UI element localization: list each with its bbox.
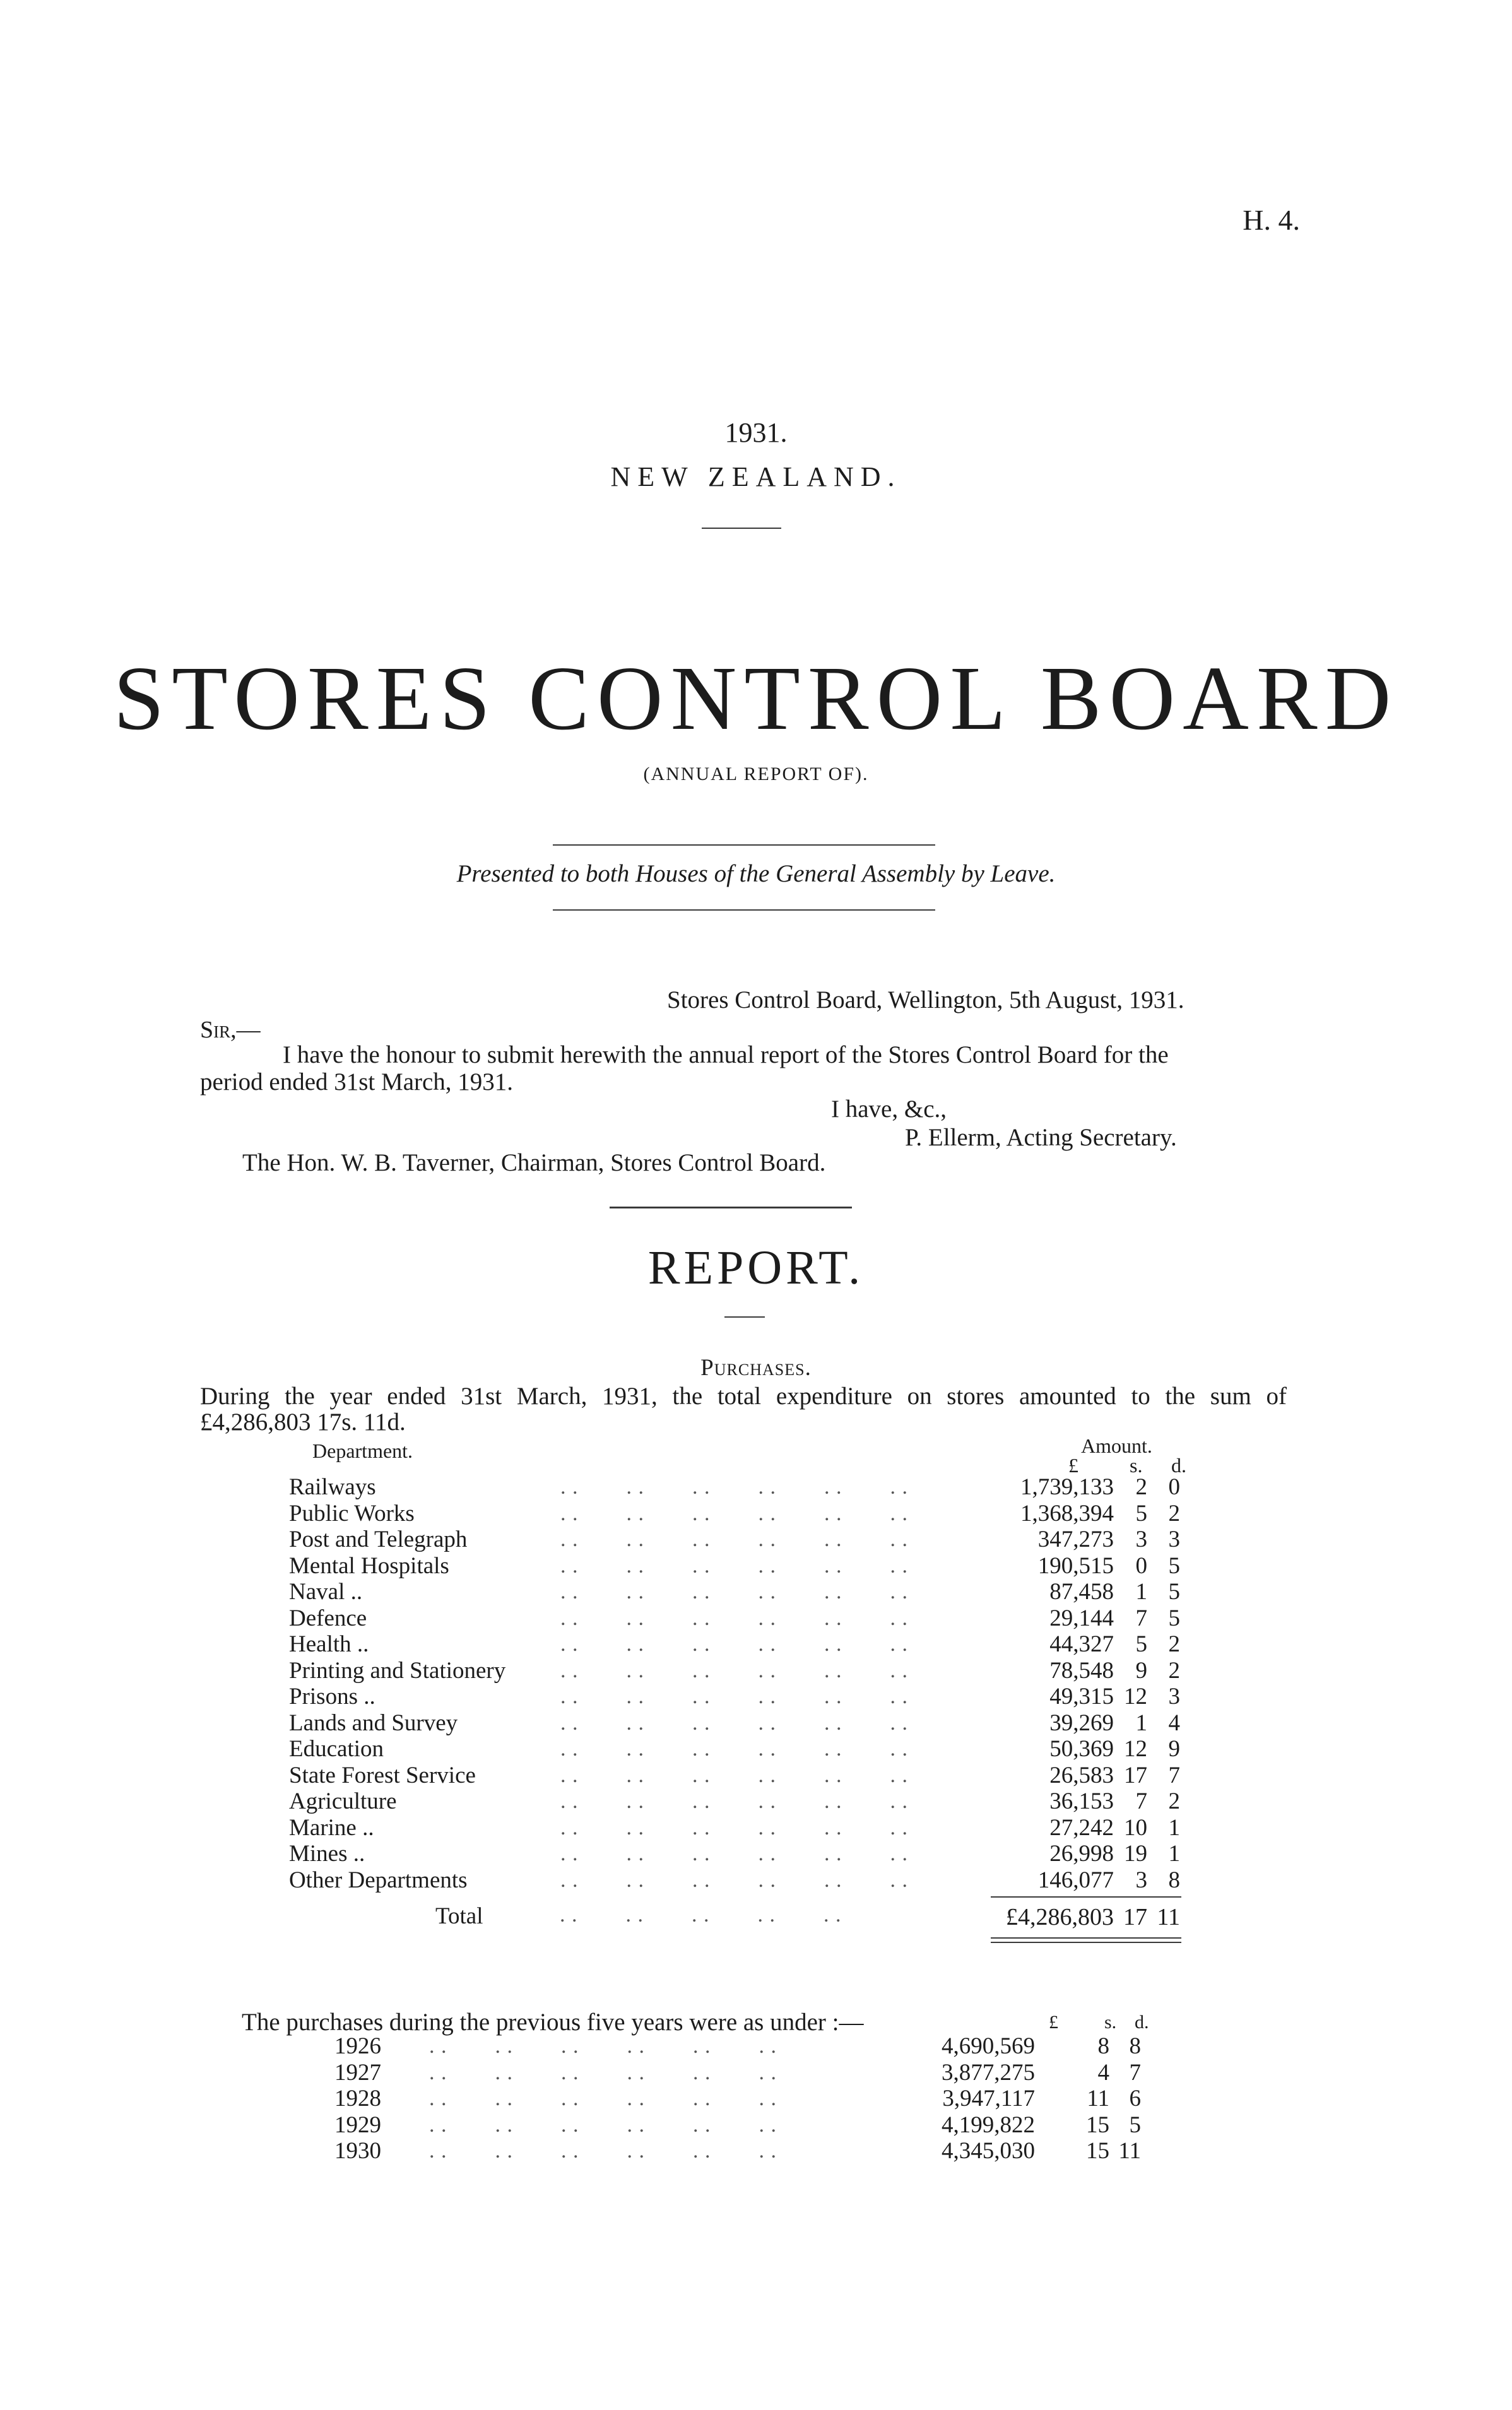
amount-pence: 2: [1168, 1788, 1180, 1814]
department-name: Lands and Survey: [289, 1710, 458, 1736]
previous-year: 1930: [334, 2138, 381, 2164]
amount-pence: 9: [1168, 1736, 1180, 1762]
previous-pounds: 4,690,569: [942, 2033, 1035, 2059]
department-row: [289, 1658, 1181, 1684]
amount-shillings: 2: [1135, 1474, 1147, 1500]
col-header-pounds: £: [1068, 1454, 1078, 1477]
department-name: Defence: [289, 1605, 367, 1631]
department-row: [289, 1710, 1181, 1737]
leader-dots: . . . . . . . . . . . .: [429, 2139, 777, 2163]
amount-shillings: 10: [1124, 1815, 1147, 1841]
previous-pence: 6: [1129, 2086, 1141, 2112]
report-heading: REPORT.: [647, 1241, 865, 1294]
leader-dots: . . . . . . . . . . . .: [560, 1580, 908, 1604]
amount-pounds: 78,548: [1049, 1658, 1114, 1684]
department-row: [289, 1841, 1181, 1867]
amount-pence: 2: [1168, 1658, 1180, 1684]
amount-pounds: 347,273: [1037, 1527, 1114, 1552]
leader-dots: . . . . . . . . . . . .: [560, 1816, 908, 1840]
leader-dots: . . . . . . . . . . . .: [560, 1790, 908, 1813]
department-name: Prisons ..: [289, 1684, 375, 1710]
department-row: [289, 1553, 1181, 1580]
total-shillings: 17: [1123, 1904, 1147, 1930]
department-row: [289, 1631, 1181, 1658]
total-rule-top: [991, 1896, 1181, 1898]
purchases-intro-line1: During the year ended 31st March, 1931, the total expenditure on stores amounted to the sum of: [200, 1383, 1287, 1410]
previous-shillings: 15: [1086, 2112, 1109, 2138]
department-row: [289, 1684, 1181, 1710]
letter-signatory: P. Ellerm, Acting Secretary.: [905, 1124, 1177, 1151]
department-name: Railways: [289, 1474, 376, 1500]
amount-pounds: 49,315: [1049, 1684, 1114, 1710]
previous-year-row: [334, 2033, 1155, 2060]
previous-pounds: 4,345,030: [942, 2138, 1035, 2164]
letter-salutation: Sir,—: [200, 1017, 261, 1043]
purchases-heading: Purchases.: [700, 1355, 812, 1381]
department-name: Health ..: [289, 1631, 369, 1657]
amount-pounds: 190,515: [1037, 1553, 1114, 1579]
previous-pounds: 4,199,822: [942, 2112, 1035, 2138]
leader-dots: . . . . . . . . . . . .: [560, 1764, 908, 1787]
total-pence: 11: [1157, 1904, 1180, 1930]
letter-addressee: The Hon. W. B. Taverner, Chairman, Stores Control Board.: [242, 1149, 826, 1176]
amount-pounds: 50,369: [1049, 1736, 1114, 1762]
leader-dots: . . . . . . . . . . . .: [429, 2061, 777, 2084]
department-name: Mines ..: [289, 1841, 365, 1867]
leader-dots: . . . . . . . . . . . .: [560, 1502, 908, 1525]
previous-pence: 8: [1129, 2033, 1141, 2059]
prev-col-pounds: £: [1049, 2012, 1058, 2033]
amount-shillings: 9: [1135, 1658, 1147, 1684]
department-row: [289, 1605, 1181, 1632]
previous-shillings: 15: [1086, 2138, 1109, 2164]
previous-pounds: 3,877,275: [942, 2060, 1035, 2086]
amount-pence: 1: [1168, 1841, 1180, 1867]
department-row: [289, 1867, 1181, 1894]
amount-pounds: 44,327: [1049, 1631, 1114, 1657]
amount-pence: 2: [1168, 1631, 1180, 1657]
letter-divider: [610, 1207, 852, 1208]
department-row: [289, 1501, 1181, 1527]
department-name: Agriculture: [289, 1788, 397, 1814]
amount-pounds: 1,739,133: [1020, 1474, 1114, 1500]
leader-dots: . . . . . . . . . . . .: [560, 1685, 908, 1708]
amount-shillings: 1: [1135, 1579, 1147, 1605]
previous-year-row: [334, 2138, 1155, 2165]
letter-body-line2: period ended 31st March, 1931.: [200, 1068, 514, 1096]
previous-pence: 5: [1129, 2112, 1141, 2138]
document-title: STORES CONTROL BOARD: [113, 648, 1399, 749]
department-row: [289, 1763, 1181, 1789]
letter-address-line: Stores Control Board, Wellington, 5th August, 1931.: [667, 986, 1184, 1013]
purchases-intro-line2: £4,286,803 17s. 11d.: [200, 1409, 406, 1436]
presented-rule-bottom: [553, 909, 935, 911]
amount-pence: 3: [1168, 1527, 1180, 1552]
amount-pence: 5: [1168, 1579, 1180, 1605]
header-divider: [702, 528, 781, 529]
department-name: Education: [289, 1736, 384, 1762]
leader-dots: . . . . . . . . . . . .: [560, 1737, 908, 1761]
previous-pence: 7: [1129, 2060, 1141, 2086]
amount-pounds: 29,144: [1049, 1605, 1114, 1631]
leader-dots: . . . . . . . . . . . .: [560, 1869, 908, 1892]
previous-year: 1927: [334, 2060, 381, 2086]
total-pounds: £4,286,803: [1006, 1904, 1114, 1930]
amount-pounds: 87,458: [1049, 1579, 1114, 1605]
leader-dots: . . . . . . . . . . . .: [560, 1842, 908, 1865]
previous-pounds: 3,947,117: [942, 2086, 1035, 2112]
amount-pence: 5: [1168, 1605, 1180, 1631]
previous-year: 1929: [334, 2112, 381, 2138]
report-year: 1931.: [724, 417, 788, 448]
leader-dots: . . . . . . . . . . . .: [429, 2035, 777, 2058]
leader-dots: . . . . . . . . . . . .: [560, 1554, 908, 1578]
country-heading: NEW ZEALAND.: [610, 461, 902, 492]
col-header-amount: Amount.: [1081, 1434, 1152, 1457]
leader-dots: . . . . . . . . . . . .: [429, 2087, 777, 2110]
department-name: Public Works: [289, 1501, 415, 1527]
amount-pence: 1: [1168, 1815, 1180, 1841]
amount-shillings: 19: [1124, 1841, 1147, 1867]
amount-pence: 5: [1168, 1553, 1180, 1579]
amount-shillings: 5: [1135, 1631, 1147, 1657]
letter-closing: I have, &c.,: [831, 1096, 947, 1123]
amount-shillings: 12: [1124, 1736, 1147, 1762]
leader-dots: . . . . . . . . . . . .: [560, 1475, 908, 1499]
department-row: [289, 1788, 1181, 1815]
previous-shillings: 8: [1097, 2033, 1109, 2059]
amount-pence: 7: [1168, 1763, 1180, 1788]
leader-dots: . . . . . . . . . . . .: [560, 1633, 908, 1656]
amount-shillings: 3: [1135, 1527, 1147, 1552]
amount-shillings: 3: [1135, 1867, 1147, 1893]
amount-pounds: 39,269: [1049, 1710, 1114, 1736]
total-label: Total: [435, 1903, 483, 1929]
col-header-department: Department.: [312, 1439, 413, 1462]
amount-shillings: 17: [1124, 1763, 1147, 1788]
previous-year-row: [334, 2086, 1155, 2112]
col-header-pence: d.: [1171, 1454, 1186, 1477]
amount-pounds: 36,153: [1049, 1788, 1114, 1814]
leader-dots: . . . . . . . . . . . .: [560, 1528, 908, 1551]
amount-pence: 2: [1168, 1501, 1180, 1527]
amount-shillings: 7: [1135, 1788, 1147, 1814]
leader-dots: . . . . . . . . . . . .: [560, 1711, 908, 1735]
department-row: [289, 1815, 1181, 1841]
report-divider: [724, 1316, 765, 1318]
leader-dots: . . . . . . . . . . . .: [429, 2113, 777, 2137]
total-leader-dots: . . . . . . . . . .: [560, 1903, 842, 1927]
department-row: [289, 1736, 1181, 1763]
department-name: Mental Hospitals: [289, 1553, 449, 1579]
amount-pounds: 27,242: [1049, 1815, 1114, 1841]
previous-pence: 11: [1118, 2138, 1141, 2164]
page-reference: H. 4.: [1243, 204, 1300, 236]
leader-dots: . . . . . . . . . . . .: [560, 1607, 908, 1630]
department-name: Printing and Stationery: [289, 1658, 506, 1684]
previous-shillings: 11: [1087, 2086, 1109, 2112]
col-header-shillings: s.: [1130, 1454, 1143, 1477]
amount-pence: 8: [1168, 1867, 1180, 1893]
amount-pence: 4: [1168, 1710, 1180, 1736]
department-row: [289, 1474, 1181, 1501]
department-name: State Forest Service: [289, 1763, 476, 1788]
department-row: [289, 1579, 1181, 1605]
prev-col-shillings: s.: [1104, 2012, 1117, 2033]
document-subtitle: (ANNUAL REPORT OF).: [643, 764, 869, 784]
letter-body-line1: I have the honour to submit herewith the annual report of the Stores Control Board for the: [283, 1041, 1169, 1068]
previous-years-intro: The purchases during the previous five years were as under :—: [242, 2009, 864, 2036]
department-row: [289, 1527, 1181, 1553]
total-rule-double-1: [991, 1937, 1181, 1939]
presented-rule-top: [553, 844, 935, 846]
department-name: Marine ..: [289, 1815, 374, 1841]
amount-pence: 0: [1168, 1474, 1180, 1500]
amount-shillings: 7: [1135, 1605, 1147, 1631]
department-name: Post and Telegraph: [289, 1527, 468, 1552]
amount-pence: 3: [1168, 1684, 1180, 1710]
amount-pounds: 26,998: [1049, 1841, 1114, 1867]
amount-shillings: 5: [1135, 1501, 1147, 1527]
department-name: Other Departments: [289, 1867, 468, 1893]
amount-shillings: 12: [1124, 1684, 1147, 1710]
amount-pounds: 146,077: [1037, 1867, 1114, 1893]
previous-year: 1926: [334, 2033, 381, 2059]
amount-shillings: 0: [1135, 1553, 1147, 1579]
previous-shillings: 4: [1097, 2060, 1109, 2086]
amount-pounds: 26,583: [1049, 1763, 1114, 1788]
prev-col-pence: d.: [1135, 2012, 1149, 2033]
total-rule-double-2: [991, 1942, 1181, 1943]
previous-year-row: [334, 2112, 1155, 2139]
amount-shillings: 1: [1135, 1710, 1147, 1736]
previous-year: 1928: [334, 2086, 381, 2112]
amount-pounds: 1,368,394: [1020, 1501, 1114, 1527]
presented-note: Presented to both Houses of the General Assembly by Leave.: [456, 860, 1056, 887]
leader-dots: . . . . . . . . . . . .: [560, 1659, 908, 1682]
department-name: Naval ..: [289, 1579, 363, 1605]
previous-year-row: [334, 2060, 1155, 2086]
